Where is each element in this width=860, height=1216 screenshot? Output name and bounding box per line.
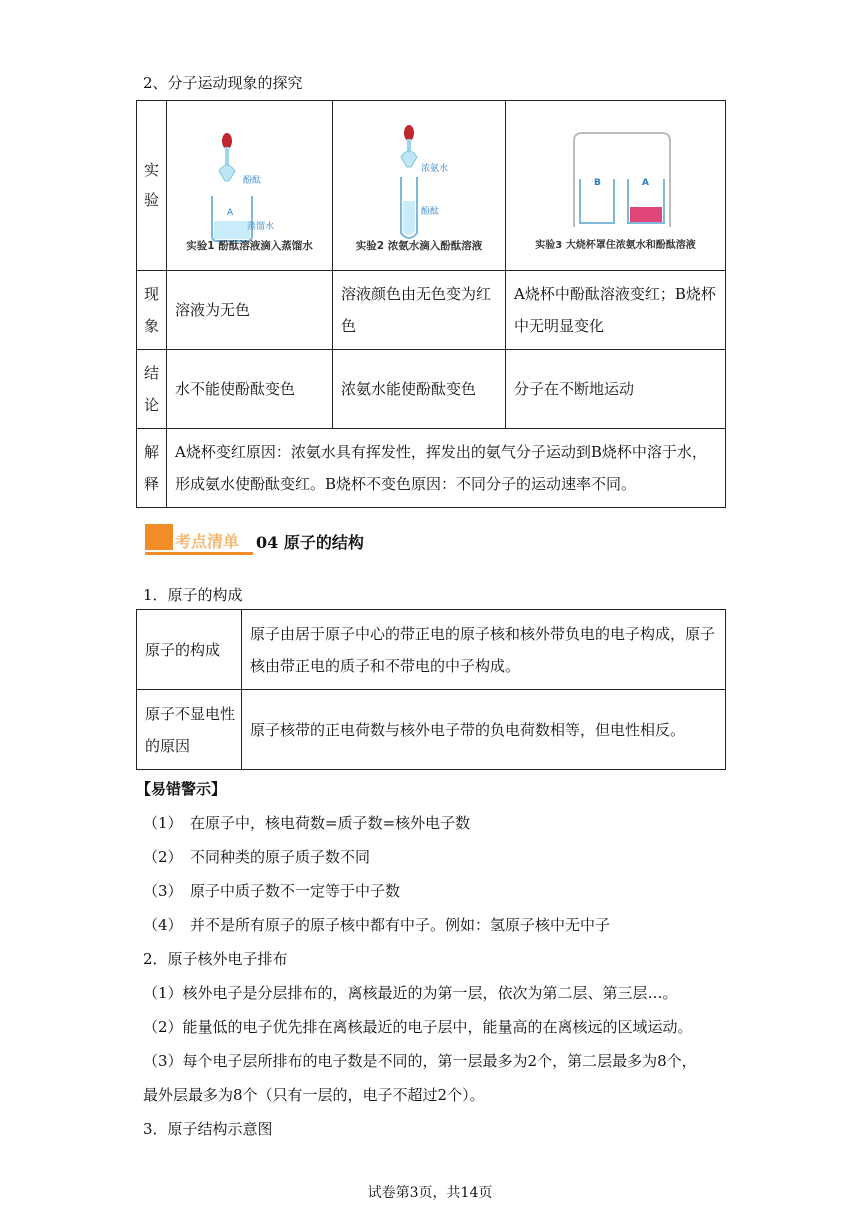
- subheading-electron-arrangement: 2．原子核外电子排布: [143, 950, 288, 968]
- experiment-1-image: [167, 101, 333, 271]
- section-underline: [145, 552, 253, 555]
- row-label-experiment: 实验: [137, 101, 167, 271]
- exp2-caption: 实验2 浓氨水滴入酚酞溶液: [355, 240, 483, 252]
- exp3-caption: 实验3 大烧杯罩住浓氨水和酚酞溶液: [535, 240, 696, 251]
- warning-1: （1） 在原子中，核电荷数=质子数=核外电子数: [143, 814, 471, 832]
- exp1-label-water: 蒸馏水: [247, 222, 275, 232]
- phenomenon-3: A烧杯中酚酞溶液变红；B烧杯中无明显变化: [506, 271, 726, 350]
- conclusion-1: 水不能使酚酞变色: [167, 350, 333, 429]
- section-marker: [145, 524, 173, 550]
- conclusion-3: 分子在不断地运动: [506, 350, 726, 429]
- atom-table-label-1: 原子的构成: [137, 610, 242, 690]
- electron-rule-3: （3）每个电子层所排布的电子数是不同的，第一层最多为2个，第二层最多为8个，: [143, 1052, 697, 1070]
- atom-table: [136, 609, 726, 770]
- warning-2: （2） 不同种类的原子质子数不同: [143, 848, 371, 866]
- explanation-text: A烧杯变红原因：浓氨水具有挥发性，挥发出的氨气分子运动到B烧杯中溶于水，形成氨水使酚酞变红。B烧杯不变色原因：不同分子的运动速率不同。: [167, 429, 726, 508]
- section-title: 04 原子的结构: [256, 533, 364, 552]
- atom-table-content-2: 原子核带的正电荷数与核外电子带的负电荷数相等，但电性相反。: [242, 690, 726, 770]
- exp3-label-b: B: [594, 178, 601, 188]
- heading-molecular-motion: 2、分子运动现象的探究: [143, 74, 303, 92]
- subheading-atom-composition: 1．原子的构成: [143, 586, 243, 604]
- exp1-label-a: A: [227, 208, 234, 218]
- conclusion-2: 浓氨水能使酚酞变色: [333, 350, 506, 429]
- warning-title: 【易错警示】: [136, 780, 227, 798]
- exp2-label-phenolphthalein: 酚酞: [421, 207, 440, 217]
- exp3-label-a: A: [642, 178, 649, 188]
- section-ghost-label: 考点清单: [175, 532, 240, 551]
- phenomenon-1: 溶液为无色: [167, 271, 333, 350]
- electron-rule-1: （1）核外电子是分层排布的，离核最近的为第一层，依次为第二层、第三层…。: [143, 984, 678, 1002]
- experiment-2-image: [333, 101, 506, 271]
- row-label-explanation: 解释: [137, 429, 167, 508]
- warning-4: （4） 并不是所有原子的原子核中都有中子。例如：氢原子核中无中子: [143, 916, 611, 934]
- experiment-3-image: [506, 101, 726, 271]
- phenomenon-2: 溶液颜色由无色变为红色: [333, 271, 506, 350]
- exp2-label-ammonia: 浓氨水: [421, 164, 449, 174]
- row-label-conclusion: 结论: [137, 350, 167, 429]
- subheading-atom-diagram: 3．原子结构示意图: [143, 1120, 273, 1138]
- atom-table-label-2: 原子不显电性的原因: [137, 690, 242, 770]
- exp1-caption: 实验1 酚酞溶液滴入蒸馏水: [186, 240, 313, 252]
- electron-rule-2: （2）能量低的电子优先排在离核最近的电子层中，能量高的在离核远的区域运动。: [143, 1018, 693, 1036]
- electron-rule-3-cont: 最外层最多为8个（只有一层的，电子不超过2个）。: [143, 1086, 485, 1104]
- warning-3: （3） 原子中质子数不一定等于中子数: [143, 882, 401, 900]
- experiment-table: [136, 100, 726, 508]
- exp1-label-phenolphthalein: 酚酞: [243, 176, 262, 186]
- atom-table-content-1: 原子由居于原子中心的带正电的原子核和核外带负电的电子构成，原子核由带正电的质子和不带电的中子构成。: [242, 610, 726, 690]
- page-footer: 试卷第3页，共14页: [367, 1185, 493, 1201]
- row-label-phenomenon: 现象: [137, 271, 167, 350]
